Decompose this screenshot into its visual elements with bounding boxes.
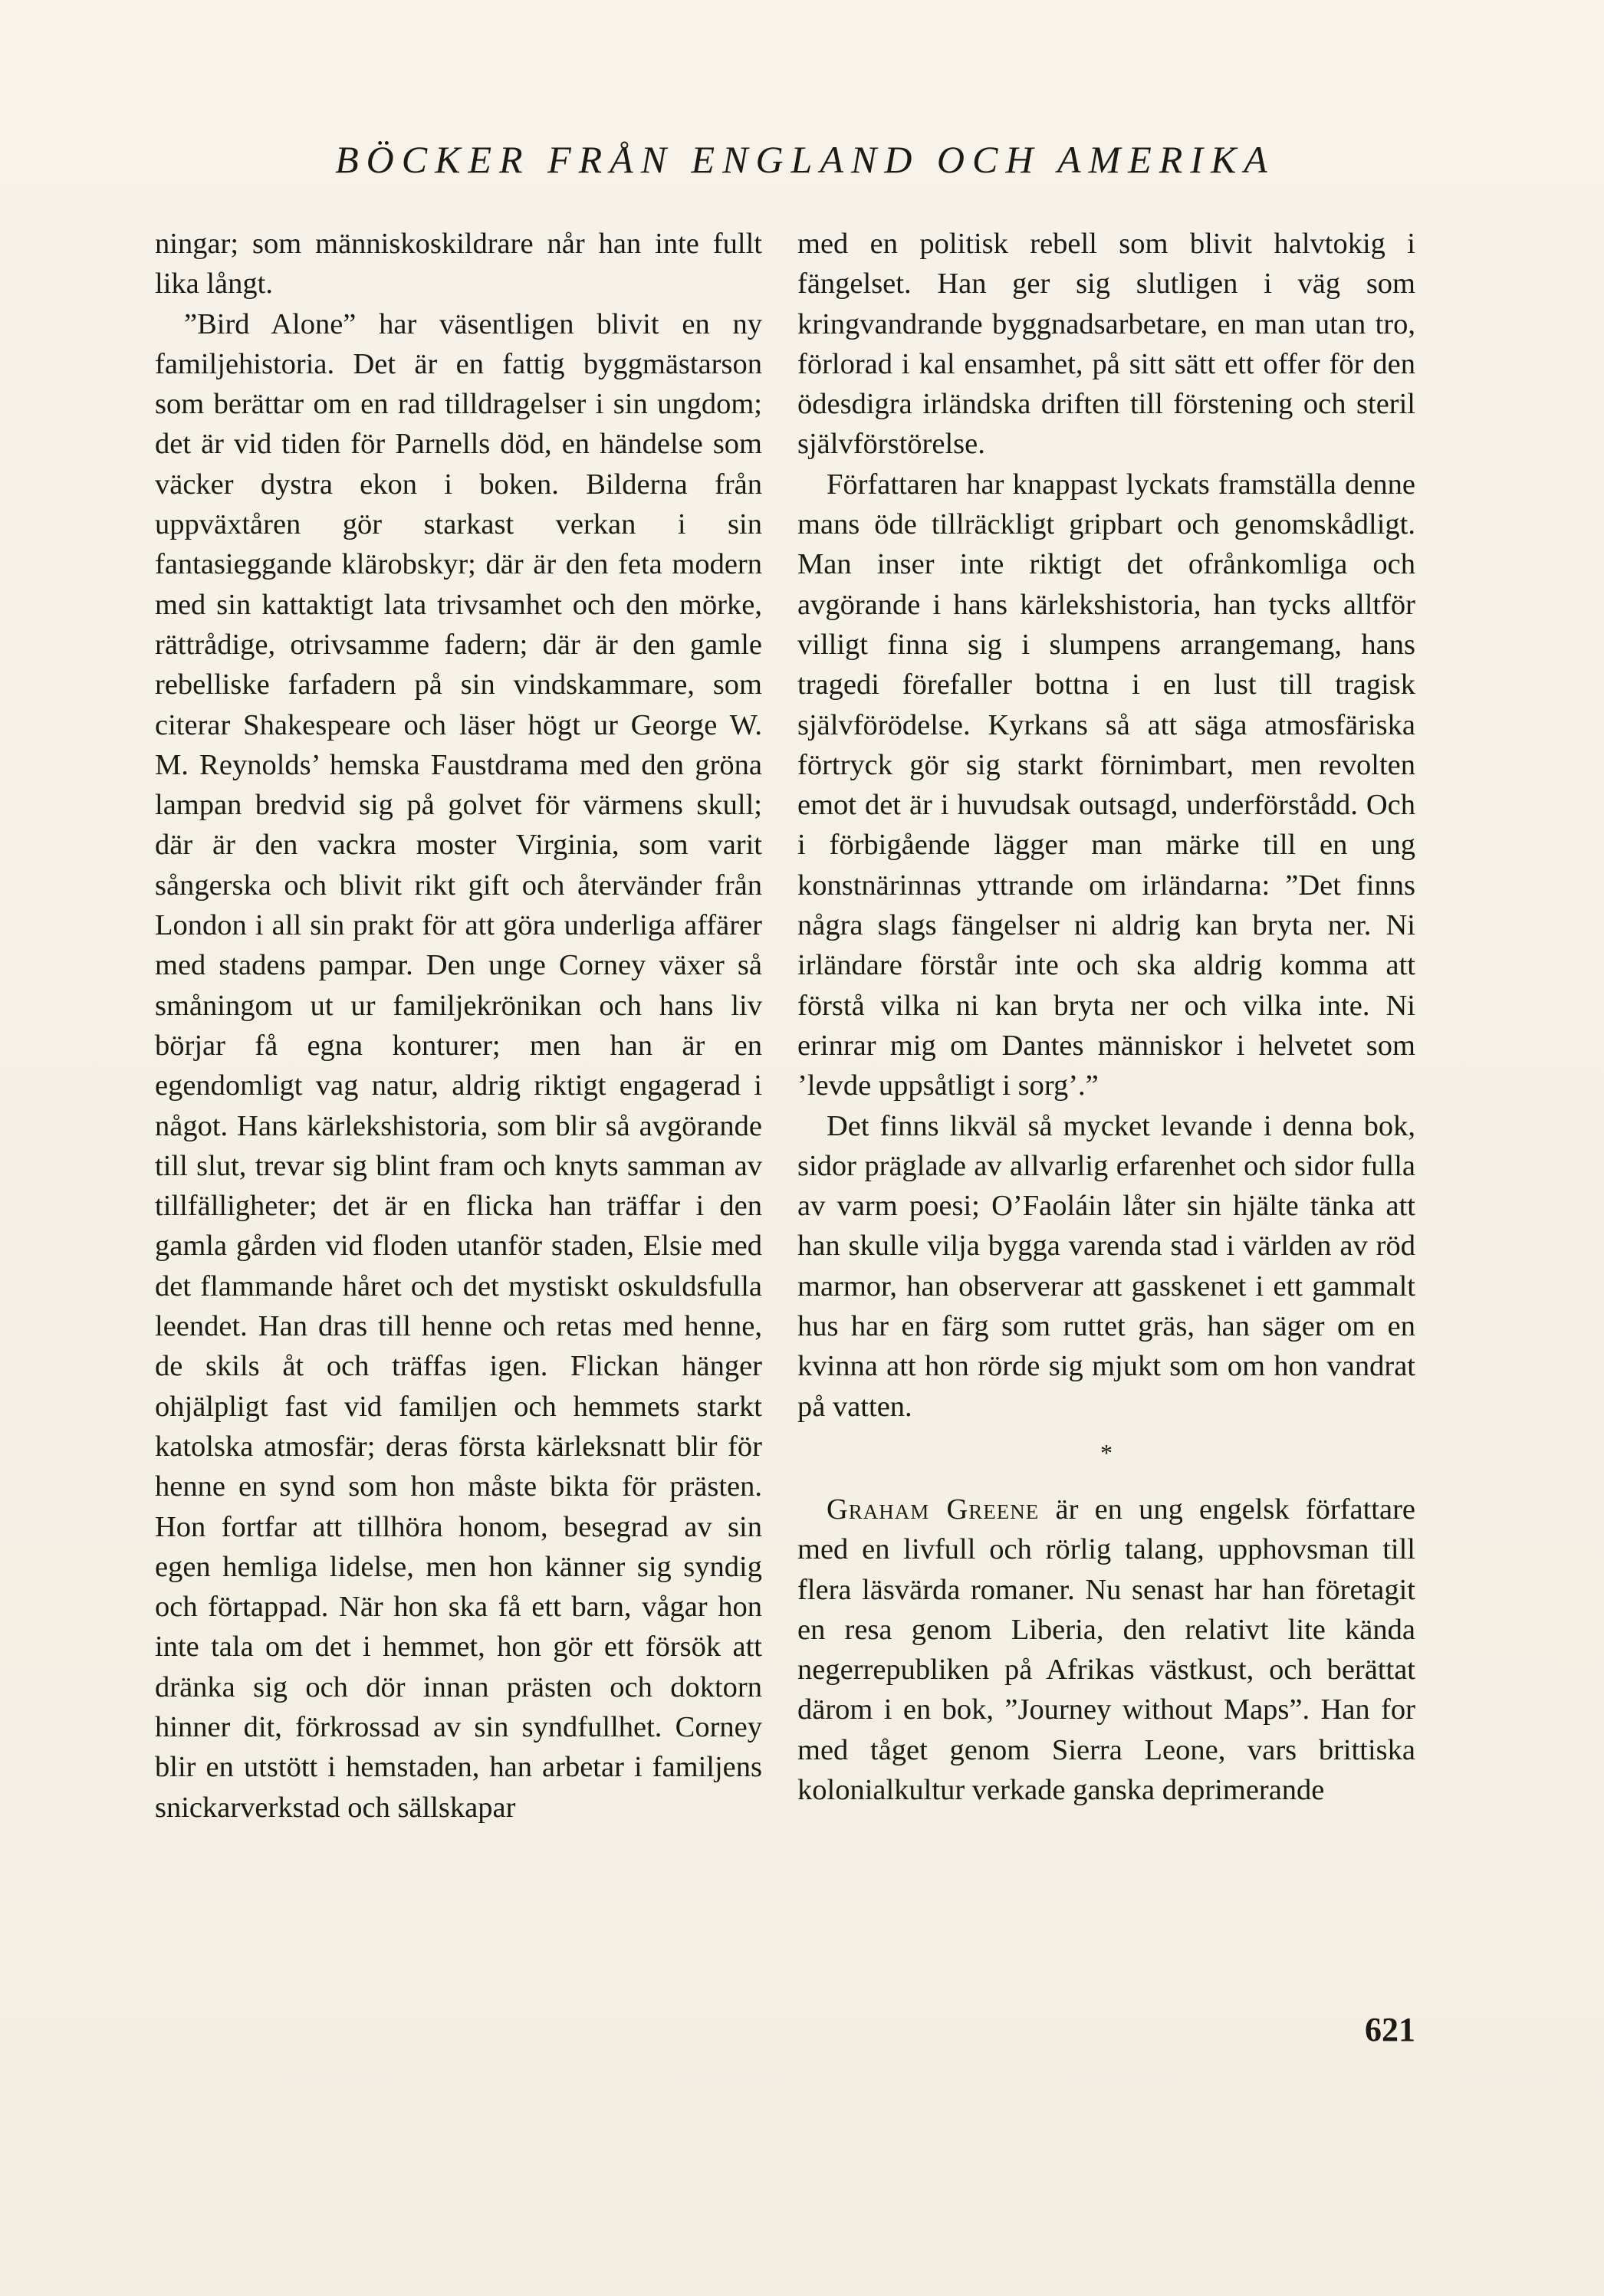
author-name-smallcaps: Graham Greene <box>827 1493 1040 1526</box>
section-separator: * <box>1100 1438 1113 1467</box>
paragraph <box>797 1490 1415 1810</box>
paragraph: ”Bird Alone” har väsentligen blivit en ny familjehistoria. Det är en fattig byggmästarson som berättar om en rad tilldragelser i sin ungdom; det är vid tiden för Parnells död, en händelse som väcker dystra ekon i boken. Bilderna från uppväxtåren gör starkast verkan i sin fantasieggande klärobskyr; där är den feta modern med sin kattaktigt lata trivsamhet och den mörke, rättrådige, otrivsamme fadern; där är den gamle rebelliske farfadern på sin vindskammare, som citerar Shakespeare och läser högt ur George W. M. Reynolds’ hemska Faustdrama med den gröna lampan bredvid sig på golvet för värmens skull; där är den vackra moster Virginia, som varit sångerska och blivit rikt gift och återvänder från London i all sin prakt för att göra underliga affärer med stadens pampar. Den unge Corney växer så småningom ut ur familjekrönikan och hans liv börjar få egna konturer; men han är en egendomligt vag natur, aldrig riktigt engagerad i något. Hans kärlekshistoria, som blir så avgörande till slut, trevar sig blint fram och knyts samman av tillfälligheter; det är en flicka han träffar i den gamla gården vid floden utanför staden, Elsie med det flammande håret och det mystiskt oskuldsfulla leendet. Han dras till henne och retas med henne, de skils åt och träffas igen. Flickan hänger ohjälpligt fast vid familjen och hemmets starkt katolska atmosfär; deras första kärleksnatt blir för henne en synd som hon måste bikta för prästen. Hon fortfar att tillhöra honom, besegrad av sin egen hemliga lidelse, men hon känner sig syndig och förtappad. När hon ska få ett barn, vågar hon inte tala om det i hemmet, hon gör ett försök att dränka sig och dör innan prästen och doktorn hinner dit, förkrossad av sin syndfullhet. Corney blir en utstött i hemstaden, han arbetar i familjens snickarverkstad och sällskapar <box>155 307 762 1824</box>
paragraph: med en politisk rebell som blivit halvtokig i fängelset. Han ger sig slutligen i väg som kringvandrande byggnadsarbetare, en man utan tro, förlorad i kal ensamhet, på sitt sätt ett offer för den ödesdigra irländska driften till förstening och steril självförstörelse. <box>797 228 1415 461</box>
paragraph: ningar; som människoskildrare når han inte fullt lika långt. <box>155 228 762 301</box>
paragraph-text: är en ung engelsk författare med en livfull och rörlig talang, upphovsman till flera läsvärda romaner. Nu senast har han företagit en resa genom Liberia, den relativt lite kända negerrepubliken på Afrikas västkust, och berättat därom i en bok, ”Journey without Maps”. Han for med tåget genom Sierra Leone, vars brittiska kolonialkultur verkade ganska deprimerande <box>797 1493 1416 1806</box>
paragraph: Författaren har knappast lyckats framställa denne mans öde tillräckligt gripbart och genomskådligt. Man inser inte riktigt det ofrånkomliga och avgörande i hans kärlekshistoria, han tycks alltför villigt finna sig i slumpens arrangemang, hans tragedi förefaller bottna i en lust till tragisk självförödelse. Kyrkans så att säga atmosfäriska förtryck gör sig starkt förnimbart, men revolten emot det är i huvudsak outsagd, underförstådd. Och i förbigående lägger man märke till en ung konstnärinnas yttrande om irländarna: ”Det finns några slags fängelser ni aldrig kan bryta ner. Ni irländare förstår inte och ska aldrig komma att förstå vilka ni kan bryta ner och vilka inte. Ni erinrar mig om Dantes människor i helvetet som ’levde uppsåtligt i sorg’.” <box>797 468 1415 1102</box>
running-header: BÖCKER FRÅN ENGLAND OCH AMERIKA <box>335 138 1275 181</box>
paragraph: Det finns likväl så mycket levande i denna bok, sidor präglade av allvarlig erfarenhet och sidor fulla av varm poesi; O’Faoláin låter sin hjälte tänka att han skulle vilja bygga varenda stad i världen av röd marmor, han observerar att gasskenet i ett gammalt hus har en färg som ruttet gräs, han säger om en kvinna att hon rörde sig mjukt som om hon vandrat på vatten. <box>797 1109 1415 1423</box>
page-number: 621 <box>1365 2011 1415 2048</box>
right-column <box>797 224 1415 1810</box>
left-column <box>155 224 762 1828</box>
